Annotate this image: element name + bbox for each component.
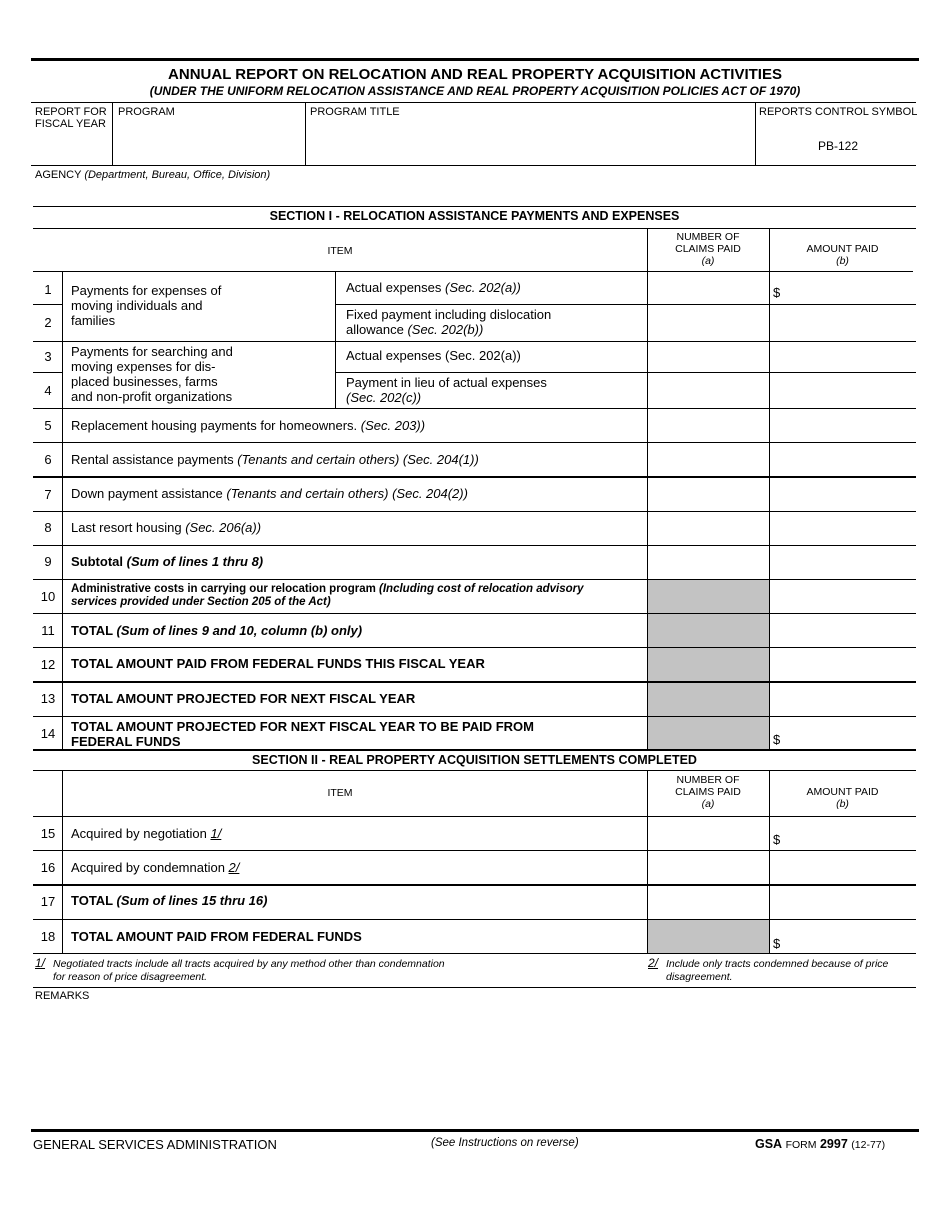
footnote-1-mark: 1/ bbox=[35, 956, 46, 970]
shaded-cell bbox=[648, 920, 769, 953]
footer-instructions: (See Instructions on reverse) bbox=[431, 1137, 579, 1149]
row-4-label: Payment in lieu of actual expenses (Sec. 202(c)) bbox=[346, 375, 547, 405]
fiscal-year-field[interactable]: REPORT FOR FISCAL YEAR bbox=[35, 106, 107, 130]
row-number: 2 bbox=[44, 315, 52, 330]
row-15-label: Acquired by negotiation 1/ bbox=[71, 826, 222, 841]
dollar-sign: $ bbox=[773, 285, 781, 300]
row-number: 3 bbox=[44, 349, 52, 364]
row-13-label: TOTAL AMOUNT PROJECTED FOR NEXT FISCAL YEAR bbox=[71, 691, 416, 706]
row-number: 8 bbox=[44, 520, 52, 535]
row-3-label: Actual expenses (Sec. 202(a)) bbox=[346, 348, 521, 363]
row-5-label: Replacement housing payments for homeowners. (Sec. 203)) bbox=[71, 418, 426, 433]
row-17-label: TOTAL (Sum of lines 15 thru 16) bbox=[71, 893, 268, 908]
footer-agency: GENERAL SERVICES ADMINISTRATION bbox=[33, 1137, 277, 1152]
shaded-cell bbox=[648, 683, 769, 716]
row-number: 18 bbox=[40, 929, 56, 944]
row-12-label: TOTAL AMOUNT PAID FROM FEDERAL FUNDS THIS FISCAL YEAR bbox=[71, 656, 485, 671]
item-column-header: ITEM bbox=[327, 787, 353, 799]
row-number: 4 bbox=[44, 383, 52, 398]
row-number: 6 bbox=[44, 452, 52, 467]
footnote-2-mark: 2/ bbox=[648, 956, 659, 970]
row-number: 16 bbox=[40, 860, 56, 875]
row-number: 9 bbox=[44, 554, 52, 569]
agency-field[interactable]: AGENCY (Department, Bureau, Office, Division) bbox=[35, 169, 271, 181]
row-2-label: Fixed payment including dislocation allowance (Sec. 202(b)) bbox=[346, 307, 552, 337]
claims-column-header: NUMBER OF CLAIMS PAID (a) bbox=[675, 774, 741, 810]
row-1-label: Actual expenses (Sec. 202(a)) bbox=[346, 280, 521, 295]
dollar-sign: $ bbox=[773, 832, 781, 847]
row-number: 12 bbox=[40, 657, 56, 672]
dollar-sign: $ bbox=[773, 936, 781, 951]
row-number: 5 bbox=[44, 418, 52, 433]
group-label-businesses: Payments for searching and moving expenses for dis- placed businesses, farms and non-profit organizations bbox=[71, 344, 233, 404]
section-1-heading: SECTION I - RELOCATION ASSISTANCE PAYMENTS AND EXPENSES bbox=[269, 209, 680, 223]
shaded-cell bbox=[648, 580, 769, 613]
footnote-1: Negotiated tracts include all tracts acquired by any method other than condemnation for reason of price disagreement. bbox=[53, 958, 445, 983]
remarks-field[interactable]: REMARKS bbox=[35, 990, 90, 1002]
row-number: 17 bbox=[40, 894, 56, 909]
row-6-label: Rental assistance payments (Tenants and certain others) (Sec. 204(1)) bbox=[71, 452, 479, 467]
top-rule bbox=[31, 58, 919, 61]
control-symbol-value: PB-122 bbox=[817, 139, 859, 153]
row-8-label: Last resort housing (Sec. 206(a)) bbox=[71, 520, 262, 535]
row-number: 7 bbox=[44, 487, 52, 502]
row-7-label: Down payment assistance (Tenants and certain others) (Sec. 204(2)) bbox=[71, 486, 468, 501]
row-11-label: TOTAL (Sum of lines 9 and 10, column (b) only) bbox=[71, 623, 363, 638]
row-9-label: Subtotal (Sum of lines 1 thru 8) bbox=[71, 554, 264, 569]
row-number: 13 bbox=[40, 691, 56, 706]
row-number: 15 bbox=[40, 826, 56, 841]
group-label-individuals: Payments for expenses of moving individuals and families bbox=[71, 283, 222, 328]
form-subtitle: (UNDER THE UNIFORM RELOCATION ASSISTANCE AND REAL PROPERTY ACQUISITION POLICIES ACT OF 1970) bbox=[149, 84, 801, 98]
form-title: ANNUAL REPORT ON RELOCATION AND REAL PROPERTY ACQUISITION ACTIVITIES bbox=[168, 66, 782, 83]
shaded-cell bbox=[648, 717, 769, 749]
row-number: 11 bbox=[41, 623, 55, 638]
row-number: 14 bbox=[40, 726, 56, 741]
amount-column-header: AMOUNT PAID (b) bbox=[806, 786, 879, 810]
bottom-rule bbox=[31, 1129, 919, 1132]
footnote-2: Include only tracts condemned because of price disagreement. bbox=[666, 958, 889, 983]
control-symbol-label: REPORTS CONTROL SYMBOL bbox=[759, 106, 918, 118]
shaded-cell bbox=[648, 648, 769, 681]
amount-column-header: AMOUNT PAID (b) bbox=[806, 243, 879, 267]
program-field[interactable]: PROGRAM bbox=[118, 106, 175, 118]
form-number: GSA FORM 2997 (12-77) bbox=[755, 1137, 886, 1151]
row-number: 10 bbox=[40, 589, 56, 604]
item-column-header: ITEM bbox=[327, 245, 353, 257]
row-number: 1 bbox=[44, 282, 52, 297]
row-16-label: Acquired by condemnation 2/ bbox=[71, 860, 240, 875]
row-18-label: TOTAL AMOUNT PAID FROM FEDERAL FUNDS bbox=[71, 929, 362, 944]
claims-column-header: NUMBER OF CLAIMS PAID (a) bbox=[675, 231, 741, 267]
dollar-sign: $ bbox=[773, 732, 781, 747]
row-14-label: TOTAL AMOUNT PROJECTED FOR NEXT FISCAL YEAR TO BE PAID FROM FEDERAL FUNDS bbox=[71, 719, 534, 749]
section-2-heading: SECTION II - REAL PROPERTY ACQUISITION SETTLEMENTS COMPLETED bbox=[252, 753, 697, 767]
row-10-label: Administrative costs in carrying our relocation program (Including cost of relocation advisory services provided under Section 205 of the Act) bbox=[71, 583, 584, 608]
program-title-field[interactable]: PROGRAM TITLE bbox=[310, 106, 400, 118]
shaded-cell bbox=[648, 614, 769, 647]
